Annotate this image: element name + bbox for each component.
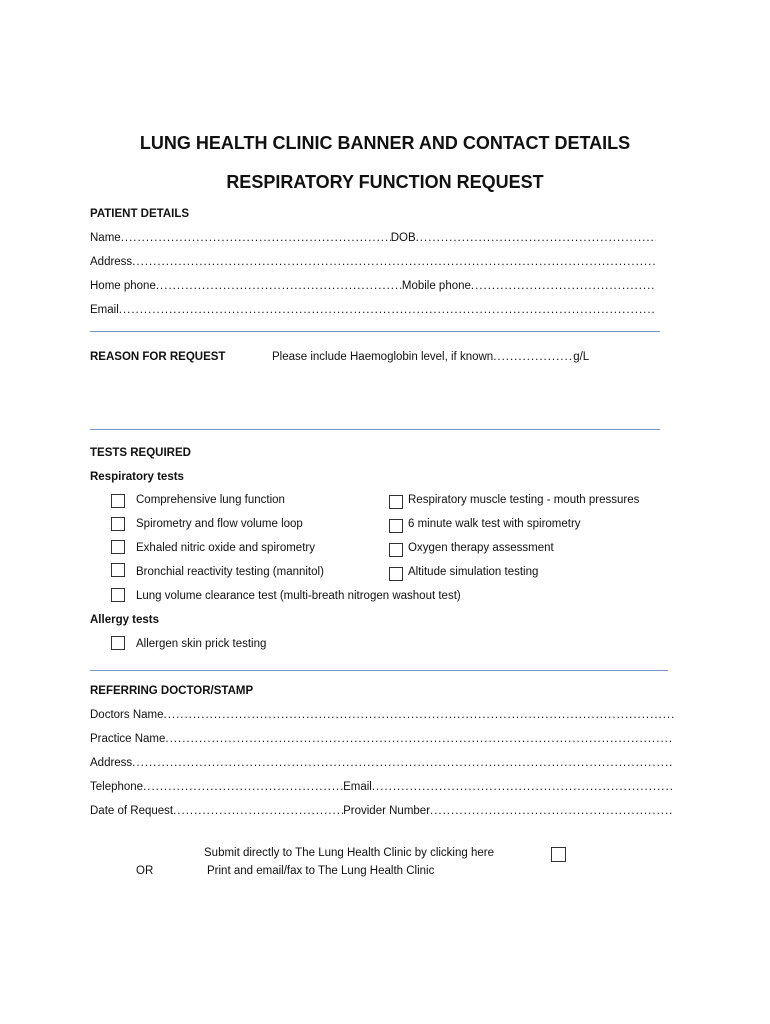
label-oxygen-therapy: Oxygen therapy assessment	[408, 542, 554, 554]
label-comprehensive-lung-function: Comprehensive lung function	[136, 494, 285, 506]
haemoglobin-label: Please include Haemoglobin level, if known	[272, 351, 494, 363]
practice-name-field[interactable]	[165, 733, 674, 745]
mobile-phone-label: Mobile phone	[401, 280, 471, 292]
clinic-banner: LUNG HEALTH CLINIC BANNER AND CONTACT DETAILS	[139, 133, 631, 153]
haemoglobin-row	[272, 351, 622, 363]
or-text: OR	[136, 865, 154, 877]
label-altitude-simulation: Altitude simulation testing	[408, 566, 539, 578]
divider	[90, 670, 668, 671]
email-label: Email	[90, 304, 119, 316]
checkbox-comprehensive-lung-function[interactable]	[111, 494, 125, 508]
address-label: Address	[90, 256, 133, 268]
label-exhaled-nitric-oxide: Exhaled nitric oxide and spirometry	[136, 542, 315, 554]
patient-name-dob-row	[90, 232, 656, 244]
checkbox-oxygen-therapy[interactable]	[389, 543, 403, 557]
doctor-email-field[interactable]	[372, 781, 674, 793]
doctor-email-label: Email	[343, 781, 372, 793]
divider	[90, 429, 660, 430]
checkbox-exhaled-nitric-oxide[interactable]	[111, 540, 125, 554]
label-allergen-skin-prick: Allergen skin prick testing	[136, 638, 267, 650]
doctor-name-label: Doctors Name	[90, 709, 164, 721]
print-email-fax-text: Print and email/fax to The Lung Health Clinic	[207, 865, 435, 877]
dob-field[interactable]	[416, 232, 656, 244]
label-six-minute-walk: 6 minute walk test with spirometry	[408, 518, 581, 530]
reason-heading: REASON FOR REQUEST	[90, 351, 226, 363]
checkbox-spirometry-flow-volume[interactable]	[111, 517, 125, 531]
address-field[interactable]	[132, 256, 656, 268]
name-label: Name	[90, 232, 121, 244]
label-spirometry-flow-volume: Spirometry and flow volume loop	[136, 518, 303, 530]
checkbox-respiratory-muscle-testing[interactable]	[389, 495, 403, 509]
doctor-name-field[interactable]	[164, 709, 675, 721]
doctor-address-row	[90, 757, 674, 769]
checkbox-lung-volume-clearance[interactable]	[111, 588, 125, 602]
patient-details-heading: PATIENT DETAILS	[90, 208, 190, 220]
mobile-phone-field[interactable]	[471, 280, 656, 292]
tests-heading: TESTS REQUIRED	[90, 447, 191, 459]
label-lung-volume-clearance: Lung volume clearance test (multi-breath nitrogen washout test)	[136, 590, 461, 602]
home-phone-label: Home phone	[90, 280, 156, 292]
patient-phone-row	[90, 280, 656, 292]
date-provider-row	[90, 805, 674, 817]
dob-label: DOB	[390, 232, 416, 244]
checkbox-submit-online[interactable]	[551, 847, 566, 862]
patient-address-row	[90, 256, 656, 268]
allergy-tests-heading: Allergy tests	[90, 614, 160, 626]
form-title: RESPIRATORY FUNCTION REQUEST	[226, 172, 544, 192]
checkbox-bronchial-reactivity[interactable]	[111, 563, 125, 577]
telephone-email-row	[90, 781, 674, 793]
provider-number-label: Provider Number	[343, 805, 431, 817]
doctor-address-field[interactable]	[132, 757, 674, 769]
referring-doctor-heading: REFERRING DOCTOR/STAMP	[90, 685, 254, 697]
checkbox-allergen-skin-prick[interactable]	[111, 636, 125, 650]
doctor-address-label: Address	[90, 757, 133, 769]
email-field[interactable]	[119, 304, 656, 316]
checkbox-six-minute-walk[interactable]	[389, 519, 403, 533]
patient-email-row	[90, 304, 656, 316]
label-respiratory-muscle-testing: Respiratory muscle testing - mouth pressures	[408, 494, 640, 506]
submit-online-text: Submit directly to The Lung Health Clinic by clicking here	[204, 847, 494, 859]
name-field[interactable]	[121, 232, 391, 244]
provider-number-field[interactable]	[430, 805, 674, 817]
divider	[90, 331, 660, 332]
telephone-field[interactable]	[143, 781, 343, 793]
telephone-label: Telephone	[90, 781, 144, 793]
haemoglobin-unit: g/L	[573, 351, 590, 363]
practice-name-row	[90, 733, 674, 745]
label-bronchial-reactivity: Bronchial reactivity testing (mannitol)	[136, 566, 324, 578]
respiratory-tests-heading: Respiratory tests	[90, 471, 184, 483]
practice-name-label: Practice Name	[90, 733, 166, 745]
home-phone-field[interactable]	[156, 280, 402, 292]
doctor-name-row	[90, 709, 674, 721]
checkbox-altitude-simulation[interactable]	[389, 567, 403, 581]
date-of-request-field[interactable]	[173, 805, 343, 817]
haemoglobin-field[interactable]	[493, 351, 573, 363]
date-of-request-label: Date of Request	[90, 805, 174, 817]
